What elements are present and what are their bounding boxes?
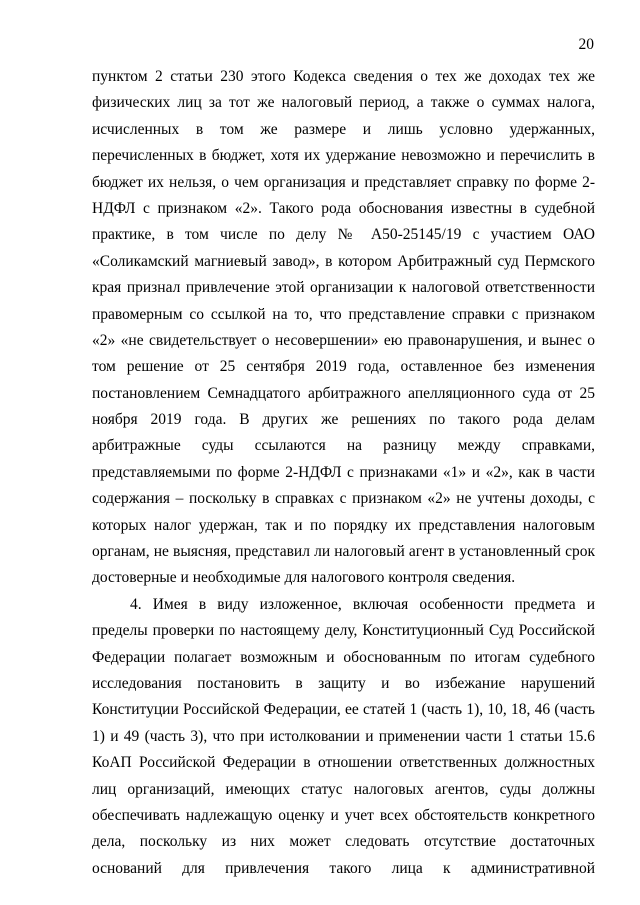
text-line: Федерации полагает возможным и обоснованным по итогам судебного (92, 648, 595, 666)
text-line: Конституции Российской Федерации, ее статей 1 (часть 1), 10, 18, 46 (часть (92, 701, 595, 719)
text-line: ноября 2019 года. В других же решениях по такого рода делам (92, 411, 595, 429)
text-line: 4. Имея в виду изложенное, включая особенности предмета и (130, 595, 595, 613)
text-line: пунктом 2 статьи 230 этого Кодекса сведения о тех же доходах тех же (92, 68, 595, 85)
text-line: 1) и 49 (часть 3), что при истолковании и применении части 1 статьи 15.6 (92, 727, 595, 745)
text-line: постановлением Семнадцатого арбитражного апелляционного суда от 25 (92, 384, 595, 402)
text-line: исследования постановить в защиту и во избежание нарушений (92, 674, 595, 692)
text-line: пределы проверки по настоящему делу, Конституционный Суд Российской (92, 622, 595, 640)
text-line: бюджет их нельзя, о чем организация и представляет справку по форме 2- (92, 173, 595, 191)
text-line: оснований для привлечения такого лица к административной (92, 859, 595, 877)
text-line: арбитражные суды ссылаются на разницу между справками, (92, 437, 595, 455)
text-line: представляемыми по форме 2-НДФЛ с признаками «1» и «2», как в части (92, 463, 595, 481)
page-number: 20 (578, 36, 594, 53)
text-line: НДФЛ с признаком «2». Такого рода обоснования известны в судебной (92, 199, 595, 217)
text-line: «Соликамский магниевый завод», в котором Арбитражный суд Пермского (92, 252, 595, 270)
text-line: перечисленных в бюджет, хотя их удержание невозможно и перечислить в (92, 147, 595, 165)
text-line: которых налог удержан, так и по порядку их представления налоговым (92, 516, 595, 534)
text-line: практике, в том числе по делу № А50-25145/19 с участием ОАО (92, 226, 595, 244)
text-line: «2» «не свидетельствует о несовершении» ею правонарушения, и вынес о (92, 331, 595, 349)
text-line: том решение от 25 сентября 2019 года, оставленное без изменения (92, 358, 595, 376)
text-line: физических лиц за тот же налоговый период, а также о суммах налога, (92, 94, 595, 112)
body-text (92, 64, 595, 882)
text-line: достоверные и необходимые для налогового контроля сведения. (92, 569, 516, 587)
text-line: дела, поскольку из них может следовать отсутствие достаточных (92, 833, 595, 851)
text-line: исчисленных в том же размере и лишь условно удержанных, (92, 120, 595, 138)
text-line: содержания – поскольку в справках с признаком «2» не учтены доходы, с (92, 490, 595, 508)
text-line: органам, не выясняя, представил ли налоговый агент в установленный срок (92, 543, 595, 561)
text-line: края признал привлечение этой организации к налоговой ответственности (92, 279, 595, 297)
text-line: обеспечивать надлежащую оценку и учет всех обстоятельств конкретного (92, 806, 595, 824)
text-line: КоАП Российской Федерации в отношении ответственных должностных (92, 754, 595, 772)
text-line: лиц организаций, имеющих статус налоговых агентов, суды должны (92, 780, 595, 798)
text-line: правомерным со ссылкой на то, что представление справки с признаком (92, 305, 595, 323)
